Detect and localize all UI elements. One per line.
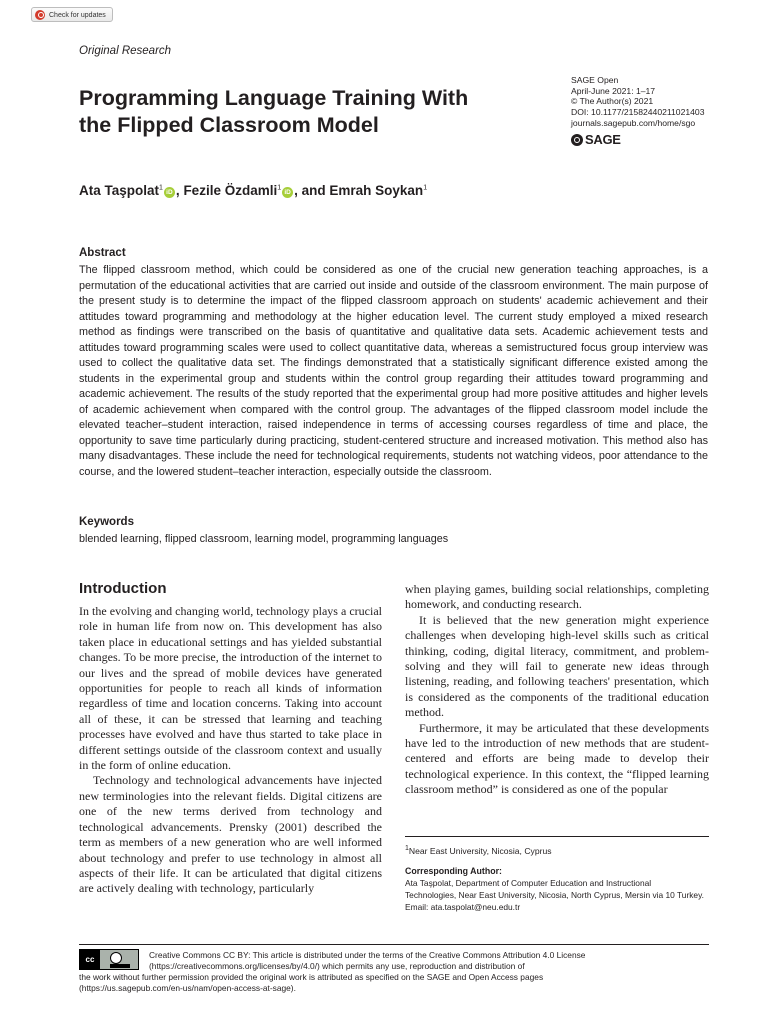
corresponding-author-line: Technologies, Near East University, Nicosia, North Cyprus, Mersin via 10 Turkey. <box>405 890 704 900</box>
affiliation-marker: 1 <box>423 184 428 192</box>
corresponding-author-email[interactable]: Email: ata.taspolat@neu.edu.tr <box>405 902 521 912</box>
section-label: Original Research <box>79 45 172 57</box>
body-paragraph: Technology and technological advancements have injected new terminologies into the relevant fields. Digital citizens are one of the new terms derived from technology and technological advancements. Prensky (2001) described the term as members of a new generation who are well informed about technology and prefer to use technology in almost all aspects of their life. It can be articulated that digital citizens are actively dealing with technology, particularly <box>79 773 382 896</box>
body-paragraph: In the evolving and changing world, technology plays a crucial role in human life from now on. This development has also taken place in educational settings and has yielded substantial changes. To be more precise, the introduction of the internet to our lives and the spread of mobile devices have generated opportunities for people to reach all kinds of information regardless of time and location concerns. Taking into account all of these, it can be stressed that learning and teaching processes have evolved and have thus started to take place in different settings outside of the classroom context and usually in the form of online education. <box>79 604 382 773</box>
license-line[interactable]: (https://creativecommons.org/licenses/by/4.0/) which permits any use, reproduction and distribution of <box>149 961 525 971</box>
license-text <box>79 950 709 994</box>
author-name: Fezile Özdamli <box>183 183 278 198</box>
check-for-updates-label: Check for updates <box>49 12 106 19</box>
sage-logo-text: SAGE <box>585 132 621 147</box>
body-column-right <box>405 582 709 798</box>
author-name: Ata Taşpolat <box>79 183 160 198</box>
abstract-heading: Abstract <box>79 247 126 259</box>
title-line-1: Programming Language Training With <box>79 86 469 110</box>
affiliation-marker: 1 <box>159 184 163 192</box>
body-column-left <box>79 604 382 897</box>
author-separator: , and <box>294 183 330 198</box>
orcid-icon[interactable]: iD <box>164 187 175 198</box>
orcid-icon[interactable]: iD <box>282 187 293 198</box>
license-line[interactable]: (https://us.sagepub.com/en-us/nam/open-access-at-sage). <box>79 983 296 993</box>
corresponding-author-heading: Corresponding Author: <box>405 866 502 876</box>
footnote-divider <box>405 836 709 837</box>
author-list <box>79 183 427 198</box>
license-divider <box>79 944 709 945</box>
license-line: Creative Commons CC BY: This article is distributed under the terms of the Creative Commons Attribution 4.0 License <box>149 950 586 960</box>
body-paragraph: when playing games, building social relationships, completing homework, and conducting research. <box>405 582 709 612</box>
affiliation-footnote <box>405 845 552 856</box>
affiliation-marker: 1 <box>277 184 282 192</box>
check-for-updates-icon <box>35 10 45 20</box>
license-line: the work without further permission provided the original work is attributed as specified on the SAGE and Open Access pages <box>79 972 544 982</box>
sage-logo <box>571 132 621 147</box>
body-paragraph: Furthermore, it may be articulated that these developments have led to the introduction of new methods that are student-centered and efforts are being made to develop their technological experience. In this context, the “flipped learning classroom method” is considered as one of the popular <box>405 720 709 797</box>
journal-url[interactable]: journals.sagepub.com/home/sgo <box>571 117 696 128</box>
paper-title <box>79 85 529 139</box>
journal-copyright: © The Author(s) 2021 <box>571 96 654 107</box>
corresponding-author-text <box>405 877 715 913</box>
corresponding-author-line: Ata Taşpolat, Department of Computer Education and Instructional <box>405 878 652 888</box>
journal-name: SAGE Open <box>571 75 619 85</box>
affiliation-text: Near East University, Nicosia, Cyprus <box>408 845 552 856</box>
check-for-updates-badge[interactable] <box>31 7 113 22</box>
affiliation-marker: 1 <box>405 845 409 852</box>
cc-icon: cc <box>80 950 100 969</box>
journal-doi[interactable]: DOI: 10.1177/21582440211021403 <box>571 107 705 118</box>
sage-logo-icon <box>571 134 583 146</box>
introduction-heading: Introduction <box>79 580 167 597</box>
body-paragraph: It is believed that the new generation might experience challenges when developing high-level skills such as critical thinking, coding, digital literacy, commitment, and problem-solving and they will fail to generate new ideas through listening, reading, and following teachers' presentation, which is considered as the components of the traditional education method. <box>405 612 709 720</box>
journal-info <box>571 75 704 129</box>
author-separator: , <box>175 183 184 198</box>
keywords-heading: Keywords <box>79 516 134 528</box>
author-name: Emrah Soykan <box>329 183 424 198</box>
abstract-text: The flipped classroom method, which could be considered as one of the crucial new generation teaching approaches, is a permutation of the educational activities that are carried out inside and outside of the classroom environment. The main purpose of the present study is to determine the impact of the flipped classroom approach on students' academic achievement and their attitudes toward programming and methodology at the higher education level. The current study employed a mixed research method as findings were transcribed on the basis of quantitative and qualitative data sets. Academic achievement tests and attitudes toward programming scales were used to collect quantitative data, whereas a semistructured focus group interview was used to collect the qualitative data set. The findings demonstrated that a statistically significant difference existed among the students in the experimental group and students within the control group regarding their attitudes toward programming and academic achievement. The results of the study reported that the experimental group had more positive attitudes and higher levels of academic achievement when compared with the control group. The advantages of the flipped classroom model include the elevated teacher–student interaction, raised independence in terms of accessing courses regardless of time and place, the opportunity to save time particularly during practicing, student-centered structure and increased motivation. This method also has many disadvantages. These include the need for technological requirements, students not watching videos, poor attendance to the course, and the lowered student–teacher interaction, especially outside the classroom. <box>79 264 708 478</box>
keywords-text: blended learning, flipped classroom, learning model, programming languages <box>79 533 449 545</box>
title-line-2: the Flipped Classroom Model <box>79 113 379 137</box>
journal-issue: April-June 2021: 1–17 <box>571 85 656 96</box>
